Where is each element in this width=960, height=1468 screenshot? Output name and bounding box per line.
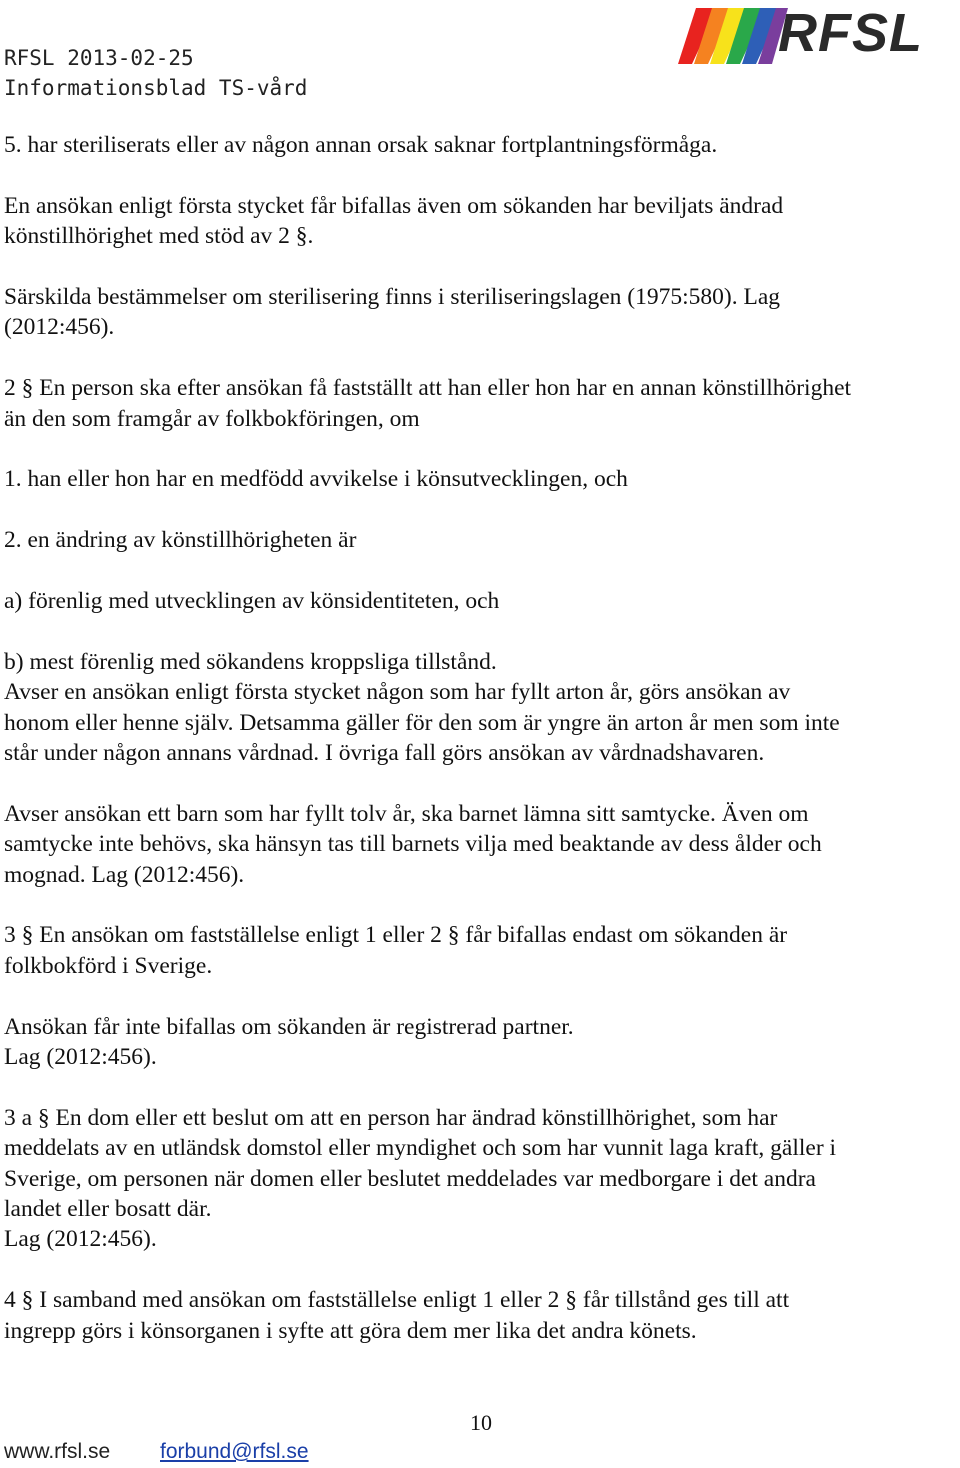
- text-line: 5. har steriliserats eller av någon annan orsak saknar fortplantningsförmåga.: [4, 132, 718, 158]
- document-body: [4, 130, 960, 1346]
- paragraph-gap: [4, 890, 960, 920]
- text-line: landet eller bosatt där.: [4, 1196, 212, 1223]
- text-line: 2. en ändring av könstillhörigheten är: [4, 527, 357, 554]
- text-line: Lag (2012:456).: [4, 1226, 157, 1253]
- paragraph-gap: [4, 343, 960, 373]
- paragraph-gap: [4, 981, 960, 1011]
- text-line: står under någon annans vårdnad. I övriga fall görs ansökan av vårdnadshavaren.: [4, 740, 765, 767]
- text-line: 1. han eller hon har en medfödd avvikelse i könsutvecklingen, och: [4, 466, 628, 493]
- text-line: än den som framgår av folkbokföringen, om: [4, 405, 420, 432]
- paragraph-gap: [4, 252, 960, 282]
- paragraph-gap: [4, 768, 960, 798]
- text-line: En ansökan enligt första stycket får bifallas även om sökanden har beviljats ändrad: [4, 192, 784, 219]
- text-line: (2012:456).: [4, 314, 115, 341]
- text-line: mognad. Lag (2012:456).: [4, 861, 245, 888]
- text-line: honom eller henne själv. Detsamma gäller för den som är yngre än arton år men som inte: [4, 709, 840, 736]
- text-line: Sverige, om personen när domen eller beslutet meddelades var medborgare i det andra: [4, 1165, 816, 1192]
- paragraph-gap: [4, 160, 960, 190]
- paragraph-gap: [4, 616, 960, 646]
- rfsl-logo: [678, 2, 960, 68]
- paragraph-gap: [4, 1255, 960, 1285]
- text-line: könstillhörighet med stöd av 2 §.: [4, 223, 314, 250]
- text-line: Särskilda bestämmelser om sterilisering finns i steriliseringslagen (1975:580). Lag: [4, 284, 780, 310]
- document-date: RFSL 2013-02-25: [4, 46, 194, 70]
- text-line: 2 § En person ska efter ansökan få fastställt att han eller hon har en annan könstillhörighet: [4, 375, 852, 402]
- text-line: b) mest förenlig med sökandens kroppsliga tillstånd.: [4, 648, 497, 675]
- text-line: 3 a § En dom eller ett beslut om att en person har ändrad könstillhörighet, som har: [4, 1104, 778, 1131]
- footer-email-link[interactable]: forbund@rfsl.se: [160, 1440, 309, 1463]
- text-line: ingrepp görs i könsorganen i syfte att göra dem mer lika det andra könets.: [4, 1317, 697, 1344]
- document-title: Informationsblad TS-vård: [4, 76, 308, 100]
- page-number: 10: [470, 1410, 492, 1435]
- paragraph-gap: [4, 1072, 960, 1102]
- text-line: meddelats av en utländsk domstol eller myndighet och som har vunnit laga kraft, gäller i: [4, 1135, 837, 1162]
- footer-website-link[interactable]: www.rfsl.se: [4, 1440, 111, 1463]
- text-line: Avser ansökan ett barn som har fyllt tolv år, ska barnet lämna sitt samtycke. Även om: [4, 800, 809, 827]
- text-line: 3 § En ansökan om fastställelse enligt 1 eller 2 § får bifallas endast om sökanden är: [4, 922, 788, 949]
- paragraph-gap: [4, 495, 960, 525]
- text-line: 4 § I samband med ansökan om fastställelse enligt 1 eller 2 § får tillstånd ges till att: [4, 1287, 790, 1314]
- text-line: a) förenlig med utvecklingen av könsidentiteten, och: [4, 588, 500, 614]
- rainbow-flag-icon: [678, 2, 788, 68]
- text-line: Avser en ansökan enligt första stycket någon som har fyllt arton år, görs ansökan av: [4, 679, 791, 706]
- text-line: Ansökan får inte bifallas om sökanden är registrerad partner.: [4, 1013, 574, 1040]
- text-line: samtycke inte behövs, ska hänsyn tas till barnets vilja med beaktande av dess ålder och: [4, 831, 822, 858]
- paragraph-gap: [4, 556, 960, 586]
- logo-wordmark: RFSL: [778, 3, 923, 63]
- text-line: folkbokförd i Sverige.: [4, 952, 213, 979]
- text-line: Lag (2012:456).: [4, 1044, 157, 1071]
- paragraph-gap: [4, 434, 960, 464]
